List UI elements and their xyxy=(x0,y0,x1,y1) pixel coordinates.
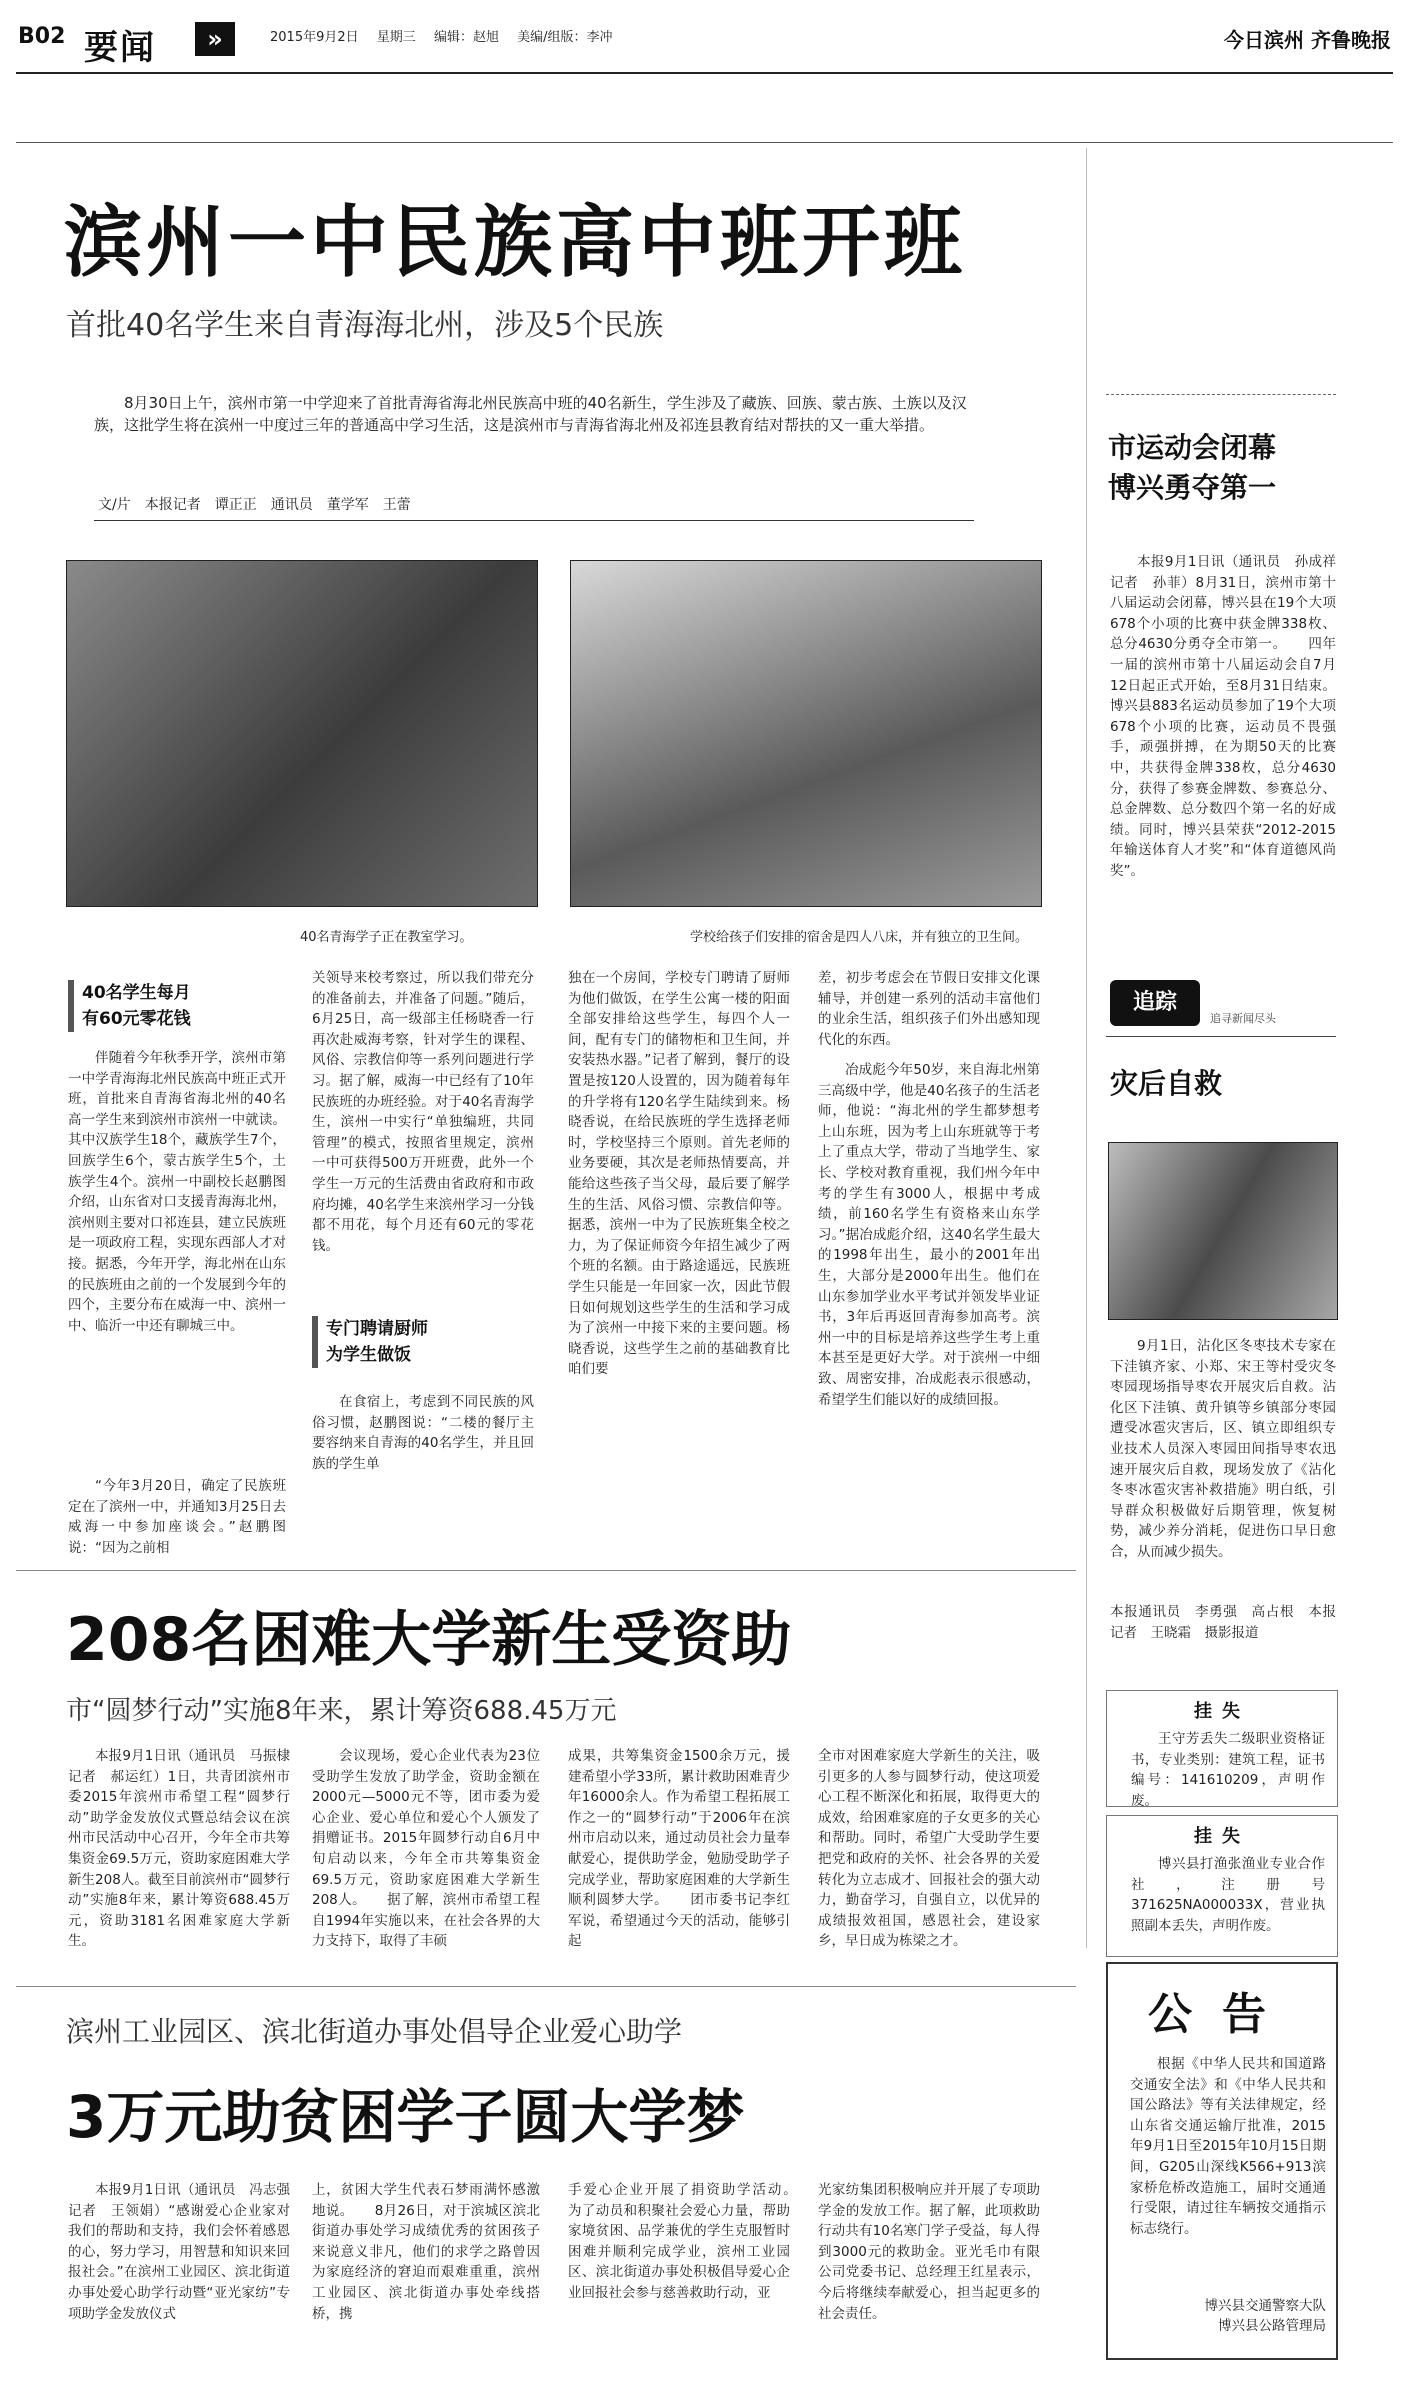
story1-col1b: “今年3月20日，确定了民族班定在了滨州一中，并通知3月25日去威海一中参加座谈会。”赵鹏图说：“因为之前相 xyxy=(68,1478,286,1556)
page-header xyxy=(0,18,1409,76)
section-title: 要闻 xyxy=(84,28,156,68)
sidebar-rule xyxy=(1086,148,1087,1948)
disaster-relief-photo xyxy=(1108,1142,1338,1320)
story3-col3: 手爱心企业开展了捐资助学活动。 为了动员和积聚社会爱心力量，帮助家境贫困、品学兼优的学生克服暂时困难并顺利完成学业，滨州工业园区、滨北街道办事处积极倡导爱心企业回报社会参与慈善救助行动，亚 xyxy=(568,2182,817,2301)
story1-subhead-2 xyxy=(312,1316,526,1368)
story1-subtitle: 首批40名学生来自青海海北州，涉及5个民族 xyxy=(66,308,664,343)
story1-col2a: 关领导来校考察过，所以我们带充分的准备前去，并准备了问题。”随后，6月25日，高一级部主任杨晓香一行再次赴威海考察，针对学生的课程、风俗、宗教信仰等一系列问题进行学习。据了解，威海一中已经有了10年民族班的办班经验。对于40名青海学生，滨州一中实行“单独编班，共同管理”的模式，按照省里规定，滨州一中可获得500万开班费，此外一个学生一万元的生活费由省政府和市政府均摊，40名学生来滨州学习一分钱都不用花，每个月还有60元的零花钱。 xyxy=(312,970,534,1254)
tracking-logo-note: 追寻新闻尽头 xyxy=(1210,1012,1276,1025)
story1-col4a: 差，初步考虑会在节假日安排文化课辅导，并创建一系列的活动丰富他们的业余生活，组织孩子们外出感知现代化的东西。 xyxy=(818,970,1040,1048)
notice2-title: 挂失 xyxy=(1194,1826,1250,1847)
notice1-title: 挂失 xyxy=(1194,1701,1250,1722)
dormitory-photo xyxy=(570,560,1042,907)
story2-col3: 成果，共筹集资金1500余万元，援建希望小学33所，累计救助困难青少年16000余人。作为希望工程拓展工作之一的“圆梦行动”于2006年在滨州市启动以来，通过动员社会力量奉献爱心，提供助学金，勉励受助学子完成学业，帮助家庭困难的大学新生顺利圆梦大学。 团市委书记李红军说，希望通过今天的活动，能够引起 xyxy=(568,1748,790,1950)
story1-col1a: 伴随着今年秋季开学，滨州市第一中学青海海北州民族高中班正式开班，首批来自青海省海北州的40名高一学生来到滨州市滨州一中就读。其中汉族学生18个，藏族学生7个，回族学生6个，蒙古族学生5个，土族学生4个。滨州一中副校长赵鹏图介绍，山东省对口支援青海海北州，滨州则主要对口祁连县，建立民族班是一项政府工程，实现东西部人才对接。据悉，今年开学，海北州在山东的民族班由之前的一个发展到今年的四个，主要分布在威海一中、滨州一中、临沂一中还有聊城三中。 xyxy=(68,1050,286,1334)
newspaper-brand: 今日滨州 齐鲁晚报 xyxy=(1224,28,1391,52)
photo2-caption: 学校给孩子们安排的宿舍是四人八床，并有独立的卫生间。 xyxy=(690,930,1029,945)
issue-meta xyxy=(270,26,626,45)
tracking-logo: 追踪 xyxy=(1110,980,1200,1026)
gonggao-box xyxy=(1106,1962,1338,2360)
classroom-photo xyxy=(66,560,538,907)
page-number: B02 xyxy=(18,24,66,49)
story3-col1: 本报9月1日讯（通讯员 冯志强 记者 王领娟）“感谢爱心企业家对我们的帮助和支持，我们会怀着感恩的心，努力学习，用智慧和知识来回报社会。”在滨州工业园区、滨北街道办事处爱心助学行动暨“亚光家纺”专项助学金发放仪式 xyxy=(68,2182,304,2322)
speech-pointer xyxy=(590,472,646,512)
lead-underline xyxy=(94,520,974,521)
story2-subtitle: 市“圆梦行动”实施8年来，累计筹资688.45万元 xyxy=(66,1696,617,1726)
issue-date: 2015年9月2日 xyxy=(270,30,359,45)
story1-col3: 独在一个房间，学校专门聘请了厨师为他们做饭，在学生公寓一楼的阳面全部安排给这些学生，每四个人一间，配有专门的储物柜和卫生间，并安装热水器。”记者了解到，餐厅的设置是按120人设置的，因为随着每年的升学将有120名学生陆续到来。杨晓香说，在给民族班的学生选择老师时，学校坚持三个原则。首先老师的业务要硬，其次是老师热情要高，并能给这些孩子当父母，最后要了解学生的生活、风俗习惯、宗教信仰等。据悉，滨州一中为了民族班集全校之力，为了保证师资今年招生减少了两个班的名额。由于路途遥远，民族班学生只能是一年回家一次，因此节假日如何规划这些学生的生活和学习成为了滨州一中接下来的主要问题。杨晓香说，这些学生之前的基础教育比咱们要 xyxy=(568,970,790,1378)
story2-col2: 会议现场，爱心企业代表为23位受助学生发放了助学金，资助金额在2000元—5000元不等，团市委为爱心企业、爱心单位和爱心个人颁发了捐赠证书。2015年圆梦行动自6月中旬启动以来，今年全市共筹集资金69.5万元，资助家庭困难大学新生208人。 据了解，滨州市希望工程自1994年实施以来，在社会各界的大力支持下，取得了丰硕 xyxy=(312,1748,540,1950)
designer-credit: 美编/组版：李冲 xyxy=(517,30,613,45)
side1-title-line1: 市运动会闭幕 xyxy=(1108,431,1277,464)
story1-subhead-1 xyxy=(68,980,282,1032)
editor-credit: 编辑：赵旭 xyxy=(433,30,499,45)
gonggao-title: 公告 xyxy=(1148,1989,1296,2040)
story2-col1: 本报9月1日讯（通讯员 马振棣 记者 郝运红）1日，共青团滨州市委2015年滨州市希望工程“圆梦行动”助学金发放仪式暨总结会议在滨州市民活动中心召开，今年全市共筹集资金69.5万元，资助家庭困难大学新生208人。截至目前滨州市“圆梦行动”实施8年来，累计筹资688.45万元，资助3181名困难家庭大学新生。 xyxy=(68,1748,304,1950)
story3-top-rule xyxy=(16,1986,1076,1987)
notice1-box xyxy=(1106,1690,1338,1807)
side1-title-line2: 博兴勇夺第一 xyxy=(1108,471,1277,504)
notice1-body: 王守芳丢失二级职业资格证书，专业类别：建筑工程，证书编号：141610209，声明作废。 xyxy=(1131,1731,1325,1809)
side2-credit: 本报通讯员 李勇强 高占根 本报记者 王晓霜 摄影报道 xyxy=(1110,1604,1336,1641)
side1-body: 本报9月1日讯（通讯员 孙成祥 记者 孙菲）8月31日，滨州市第十八届运动会闭幕，博兴县在19个大项678个小项的比赛中获金牌338枚、总分4630分勇夺全市第一。 四年一届的滨州市第十八届运动会自7月12日起正式开始，至8月31日结束。博兴县883名运动员参加了19个大项678个小项的比赛，运动员不畏强手，顽强拼搏，在为期50天的比赛中，共获得金牌338枚，总分4630分，获得了参赛金牌数、参赛总分、总金牌数、总分数四个第一名的好成绩。同时，博兴县荣获“2012-2015年输送体育人才奖”和“体育道德风尚奖”。 xyxy=(1110,554,1350,879)
story1-lead: 8月30日上午，滨州市第一中学迎来了首批青海省海北州民族高中班的40名新生，学生涉及了藏族、回族、蒙古族、土族以及汉族，这批学生将在滨州一中度过三年的普通高中学习生活，这是滨州市与青海省海北州及祁连县教育结对帮扶的又一重大举措。 xyxy=(94,394,967,434)
subhead1-line2: 有60元零花钱 xyxy=(82,1009,191,1029)
chevron-right-icon: » xyxy=(195,22,235,56)
story1-col2b: 在食宿上，考虑到不同民族的风俗习惯，赵鹏图说：“二楼的餐厅主要容纳来自青海的40名学生，并且回族的学生单 xyxy=(312,1394,534,1472)
side1-rule xyxy=(1106,394,1336,395)
story3-col4: 光家纺集团积极响应并开展了专项助学金的发放工作。据了解，此项救助行动共有10名寒门学子受益，每人得到3000元的救助金。亚光毛巾有限公司党委书记、总经理王红星表示，今后将继续奉献爱心，担当起更多的社会责任。 xyxy=(818,2182,1040,2322)
story1-headline: 滨州一中民族高中班开班 xyxy=(64,198,967,288)
issue-weekday: 星期三 xyxy=(376,30,416,45)
story3-kicker: 滨州工业园区、滨北街道办事处倡导企业爱心助学 xyxy=(66,2015,683,2048)
story1-col4b: 冶成彪今年50岁，来自海北州第三高级中学，他是40名孩子的生活老师，他说：“海北州的学生都梦想考上山东班，因为考上山东班就等于考上了重点大学，带动了当地学生、家长、学校对教育重视，我们州今年中考的学生有3000人，根据中考成绩，前160名学生有资格来山东学习。”据冶成彪介绍，这40名学生最大的1998年出生，最小的2001年出生，大部分是2000年出生。他们在山东参加学业水平考试并领发毕业证书，3年后再返回青海参加高考。滨州一中的目标是培养这些学生考上重本甚至是更好大学。对于滨州一中细致、周密安排，冶成彪表示很感动，希望学生们能以好的成绩回报。 xyxy=(818,1062,1040,1408)
story2-top-rule xyxy=(16,1570,1076,1571)
story2-col4: 全市对困难家庭大学新生的关注，吸引更多的人参与圆梦行动，使这项爱心工程不断深化和拓展，取得更大的成效，给困难家庭的子女更多的关心和帮助。同时，希望广大受助学生要把党和政府的关怀、社会各界的关爱转化为立志成才、回报社会的强大动力，勤奋学习，自强自立，以优异的成绩报效祖国，感恩社会，建设家乡，早日成为栋梁之才。 xyxy=(818,1748,1040,1950)
photo1-caption: 40名青海学子正在教室学习。 xyxy=(300,930,473,945)
header-rule xyxy=(16,72,1393,74)
subhead2-line2: 为学生做饭 xyxy=(326,1345,411,1365)
gonggao-sign-highway: 博兴县公路管理局 xyxy=(1218,2318,1326,2334)
story2-headline: 208名困难大学新生受资助 xyxy=(66,1605,792,1675)
story3-col2: 上，贫困大学生代表石梦雨满怀感激地说。 8月26日，对于滨城区滨北街道办事处学习成绩优秀的贫困孩子来说意义非凡，他们的求学之路曾因为家庭经济的窘迫而艰难重重，滨州工业园区、滨北街道办事处牵线搭桥，携 xyxy=(312,2182,540,2322)
top-divider xyxy=(16,142,1393,143)
story1-byline: 文/片 本报记者 谭正正 通讯员 董学军 王蕾 xyxy=(98,497,411,513)
gonggao-body: 根据《中华人民共和国道路交通安全法》和《中华人民共和国公路法》等有关法律规定，经山东省交通运输厅批准，2015年9月1日至2015年10月15日期间，G205山深线K566+913滨家桥危桥改造施工，届时交通通行受限，请过往车辆按交通指示标志绕行。 xyxy=(1130,2056,1326,2237)
side2-body: 9月1日，沾化区冬枣技术专家在下洼镇齐家、小郑、宋王等村受灾冬枣园现场指导枣农开展灾后自救。沾化区下洼镇、黄升镇等乡镇部分枣园遭受冰雹灾害后，区、镇立即组织专业技术人员深入枣园田间指导枣农迅速开展灾后自救，现场发放了《沾化冬枣冰雹灾害补救措施》明白纸，引导群众积极做好后期管理，恢复树势，减少养分消耗，促进伤口早日愈合，从而减少损失。 xyxy=(1110,1338,1336,1560)
subhead1-line1: 40名学生每月 xyxy=(82,983,191,1003)
side1-headline xyxy=(1108,428,1276,508)
subhead2-line1: 专门聘请厨师 xyxy=(326,1319,428,1339)
story3-headline: 3万元助贫困学子圆大学梦 xyxy=(66,2083,745,2151)
gonggao-sign-police: 博兴县交通警察大队 xyxy=(1204,2298,1326,2314)
side2-headline: 灾后自救 xyxy=(1110,1067,1223,1100)
notice2-body: 博兴县打渔张渔业专业合作社，注册号371625NA000033X，营业执照副本丢失，声明作废。 xyxy=(1131,1856,1325,1934)
notice2-box xyxy=(1106,1815,1338,1957)
side2-rule xyxy=(1106,1036,1336,1037)
